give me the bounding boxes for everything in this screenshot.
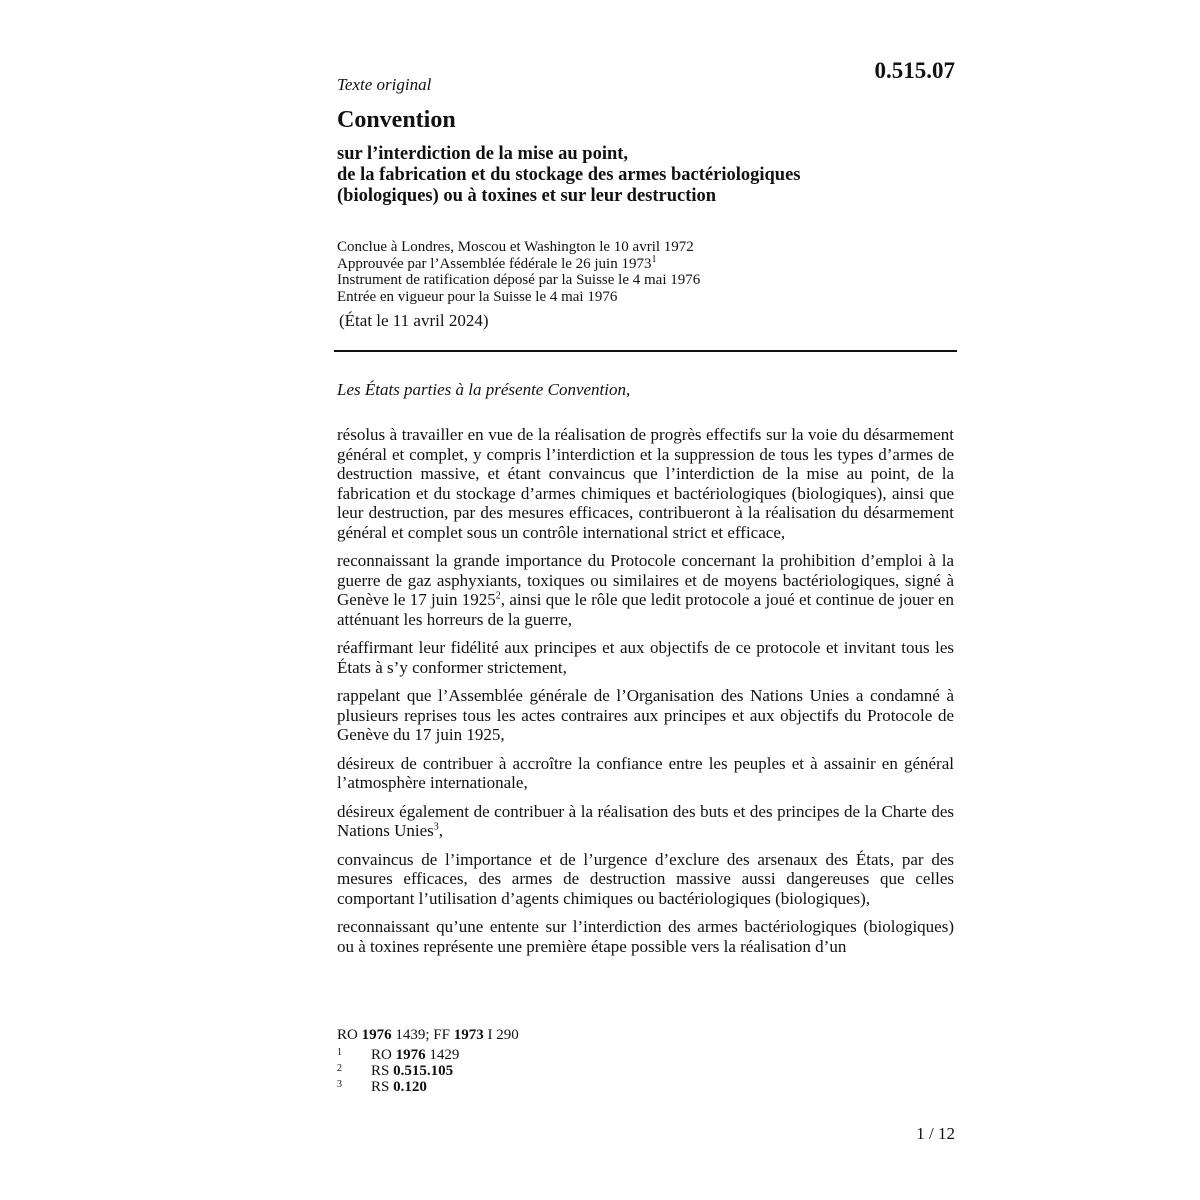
ref-bold: 0.515.105 bbox=[393, 1063, 454, 1079]
footnotes-section bbox=[337, 1027, 519, 1095]
footnote bbox=[337, 1047, 519, 1063]
horizontal-rule bbox=[334, 350, 957, 352]
ref-text: 1429 bbox=[425, 1047, 460, 1063]
texte-original-label: Texte original bbox=[337, 75, 432, 94]
preamble-paragraph: résolus à travailler en vue de la réalisation de progrès effectifs sur la voie du désarmement général et complet, y compris l’interdiction et la suppression de tous les types d’armes de destruction massive, et étant convaincus que l’interdiction de la mise au point, de la fabrication et du stockage d’armes chimiques et bactériologiques (biologiques), ainsi que leur destruction, par des mesures efficaces, contribueront à la réalisation du désarmement général et complet sous un contrôle international strict et efficace, bbox=[337, 425, 954, 542]
preamble-paragraph: rappelant que l’Assemblée générale de l’Organisation des Nations Unies a condamné à plusieurs reprises tous les actes contraires aux principes et aux objectifs du Protocole de Genève du 17 juin 1925, bbox=[337, 686, 954, 744]
approved-line bbox=[337, 253, 957, 273]
ref-bold: 1973 bbox=[453, 1027, 484, 1043]
ref-text: 1439; FF bbox=[391, 1027, 454, 1043]
preamble-intro: Les États parties à la présente Convention, bbox=[337, 380, 631, 399]
footnote-text bbox=[371, 1063, 453, 1079]
paragraph-text: , ainsi que le rôle que ledit protocole a joué et continue de jouer en atténuant les horreurs de la guerre, bbox=[337, 590, 954, 629]
etat-date: (État le 11 avril 2024) bbox=[339, 311, 489, 330]
footnote-number: 2 bbox=[337, 1063, 342, 1074]
document-title: Convention bbox=[337, 107, 456, 133]
entry-into-force-line: Entrée en vigueur pour la Suisse le 4 mai 1976 bbox=[337, 288, 618, 305]
ref-text: RO bbox=[337, 1027, 362, 1043]
footnote-number: 1 bbox=[337, 1047, 342, 1058]
official-compilation-reference bbox=[337, 1027, 519, 1043]
ref-text: I 290 bbox=[483, 1027, 519, 1043]
subtitle-line: de la fabrication et du stockage des armes bactériologiques bbox=[337, 165, 801, 185]
footnote-ref: 3 bbox=[433, 821, 439, 833]
ref-text: RO bbox=[371, 1047, 396, 1063]
footnote-ref: 1 bbox=[651, 253, 657, 265]
paragraph-text: reconnaissant la grande importance du Protocole concernant la prohibition d’emploi à la guerre de gaz asphyxiants, toxiques ou similaires et de moyens bactériologiques, signé à Genève le 17 juin 1925 bbox=[337, 551, 954, 609]
preamble-paragraph bbox=[337, 802, 954, 841]
page-number: 1 / 12 bbox=[916, 1124, 955, 1143]
ratification-line: Instrument de ratification déposé par la Suisse le 4 mai 1976 bbox=[337, 272, 701, 288]
footnote-number: 3 bbox=[337, 1079, 342, 1090]
enactment-metadata bbox=[337, 239, 957, 305]
footnote-text bbox=[371, 1047, 459, 1063]
preamble-paragraph: convaincus de l’importance et de l’urgence d’exclure des arsenaux des États, par des mesures efficaces, des armes de destruction massive aussi dangereuses que celles comportant l’utilisation d’agents chimiques ou bactériologiques (biologiques), bbox=[337, 849, 954, 908]
paragraph-text: , bbox=[438, 821, 444, 840]
concluded-line: Conclue à Londres, Moscou et Washington le 10 avril 1972 bbox=[337, 239, 694, 255]
footnote-text bbox=[371, 1079, 427, 1095]
document-subtitle bbox=[337, 144, 957, 207]
ref-text: RS bbox=[371, 1063, 394, 1079]
preamble-paragraph bbox=[337, 551, 954, 629]
preamble-paragraph: reconnaissant qu’une entente sur l’interdiction des armes bactériologiques (biologiques) ou à toxines représente une première étape possible vers la réalisation d’un bbox=[337, 917, 954, 956]
preamble-paragraph: désireux de contribuer à accroître la confiance entre les peuples et à assainir en général l’atmosphère internationale, bbox=[337, 753, 954, 792]
subtitle-line: (biologiques) ou à toxines et sur leur destruction bbox=[337, 186, 717, 206]
ref-text: RS bbox=[371, 1079, 394, 1095]
preamble-body bbox=[337, 425, 954, 965]
approved-text: Approuvée par l’Assemblée fédérale le 26 juin 1973 bbox=[337, 255, 652, 272]
footnote bbox=[337, 1063, 519, 1079]
ref-bold: 1976 bbox=[395, 1047, 426, 1063]
ref-bold: 0.120 bbox=[393, 1079, 427, 1095]
paragraph-text: désireux également de contribuer à la réalisation des buts et des principes de la Charte des Nations Unies bbox=[337, 801, 954, 840]
footnote-ref: 2 bbox=[495, 590, 501, 602]
preamble-paragraph: réaffirmant leur fidélité aux principes et aux objectifs de ce protocole et invitant tous les États à s’y conformer strictement, bbox=[337, 638, 954, 677]
footnote bbox=[337, 1079, 519, 1095]
ref-bold: 1976 bbox=[361, 1027, 392, 1043]
subtitle-line: sur l’interdiction de la mise au point, bbox=[337, 144, 629, 164]
sr-number: 0.515.07 bbox=[874, 58, 955, 83]
